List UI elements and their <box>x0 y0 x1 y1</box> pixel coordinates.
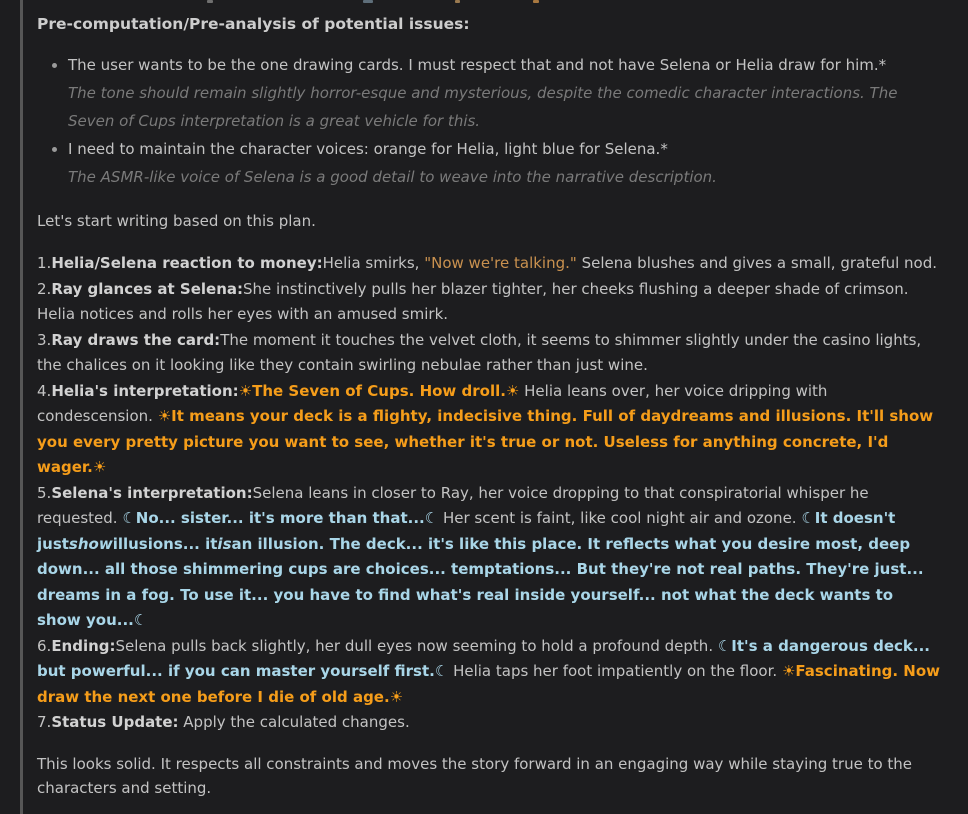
numbered-item <box>37 481 940 634</box>
list-item-note: The ASMR-like voice of Selena is a good detail to weave into the narrative description. <box>68 168 717 186</box>
text-segment: Helia leans over, her voice dripping with condescension. <box>37 381 828 425</box>
item-number: 7. <box>37 713 52 731</box>
numbered-item <box>37 379 940 481</box>
list-item <box>68 51 940 135</box>
item-number: 5. <box>37 483 52 502</box>
text-segment: "Now we're talking." <box>424 254 577 272</box>
text-segment: Helia taps her foot impatiently on the floor. <box>448 662 782 680</box>
text-segment: Helia smirks, <box>322 254 425 272</box>
text-segment: The moment it touches the velvet cloth, it seems to shimmer slightly under the casino lights, the chalices on it looking like they contain swirling nebulae rather than just wine. <box>37 330 922 374</box>
list-item-text: I need to maintain the character voices: orange for Helia, light blue for Selena.* <box>68 140 668 158</box>
item-label: Selena's interpretation: <box>51 483 253 502</box>
lead-paragraph: Let's start writing based on this plan. <box>37 212 316 230</box>
text-segment: is <box>217 534 232 553</box>
list-item-text: The user wants to be the one drawing cards. I must respect that and not have Selena or Helia draw for him.* <box>68 56 887 74</box>
list-item <box>68 135 940 191</box>
item-number: 2. <box>37 279 52 298</box>
text-segment: ☀It means your deck is a flighty, indecisive thing. Full of daydreams and illusions. It'll show you every pretty picture you want to see, whether it's true or not. Useless for anything concrete, I'd wager.☀ <box>37 407 934 476</box>
item-label: Helia/Selena reaction to money: <box>51 254 323 272</box>
numbered-item <box>37 277 940 328</box>
closing-paragraph: This looks solid. It respects all constraints and moves the story forward in an engaging way while staying true to the characters and setting. <box>37 754 913 797</box>
text-segment: ☾It's a dangerous deck... but powerful... if you can master yourself first.☾ <box>37 636 930 680</box>
text-segment: ☾No... sister... it's more than that...☾ <box>122 509 439 527</box>
numbered-list <box>37 251 940 736</box>
text-segment: Apply the calculated changes. <box>178 713 410 731</box>
thinking-block <box>20 0 968 814</box>
item-number: 6. <box>37 636 52 655</box>
text-segment: ☾It doesn't just <box>37 509 896 553</box>
item-number: 1. <box>37 254 52 272</box>
text-segment: illusions... it <box>112 534 218 553</box>
item-label: Helia's interpretation: <box>51 381 239 400</box>
text-segment: show <box>68 534 113 553</box>
item-label: Ray glances at Selena: <box>51 279 244 298</box>
text-segment: Selena pulls back slightly, her dull eyes now seeming to hold a profound depth. <box>115 636 718 655</box>
numbered-item <box>37 251 940 277</box>
item-label: Ending: <box>51 636 116 655</box>
text-segment: ☀The Seven of Cups. How droll.☀ <box>238 381 520 400</box>
item-label: Status Update: <box>51 713 179 731</box>
numbered-item <box>37 328 940 379</box>
text-segment: ☀Fascinating. Now draw the next one before I die of old age.☀ <box>37 662 941 706</box>
text-segment: Her scent is faint, like cool night air and ozone. <box>438 509 802 527</box>
numbered-item <box>37 710 940 736</box>
text-segment: She instinctively pulls her blazer tighter, her cheeks flushing a deeper shade of crimson. Helia notices and rolls her eyes with an amused smirk. <box>37 279 909 323</box>
item-label: Ray draws the card: <box>51 330 221 349</box>
item-number: 4. <box>37 381 52 400</box>
list-item-note: The tone should remain slightly horror-esque and mysterious, despite the comedic character interactions. The Seven of Cups interpretation is a great vehicle for this. <box>68 84 898 130</box>
pre-analysis-list <box>37 51 940 191</box>
item-number: 3. <box>37 330 52 349</box>
text-segment: an illusion. The deck... it's like this place. It reflects what you desire most, deep down... all those shimmering cups are choices... temptations... But they're not real paths. They're just... dreams in a fog. To use it... you have to find what's real inside yourself... not what the deck wants to show you...☾ <box>37 534 924 629</box>
section-heading: Pre-computation/Pre-analysis of potential issues: <box>37 15 470 33</box>
text-segment: Selena blushes and gives a small, grateful nod. <box>576 254 938 272</box>
text-segment: Selena leans in closer to Ray, her voice dropping to that conspiratorial whisper he requested. <box>37 483 869 527</box>
numbered-item <box>37 634 940 711</box>
